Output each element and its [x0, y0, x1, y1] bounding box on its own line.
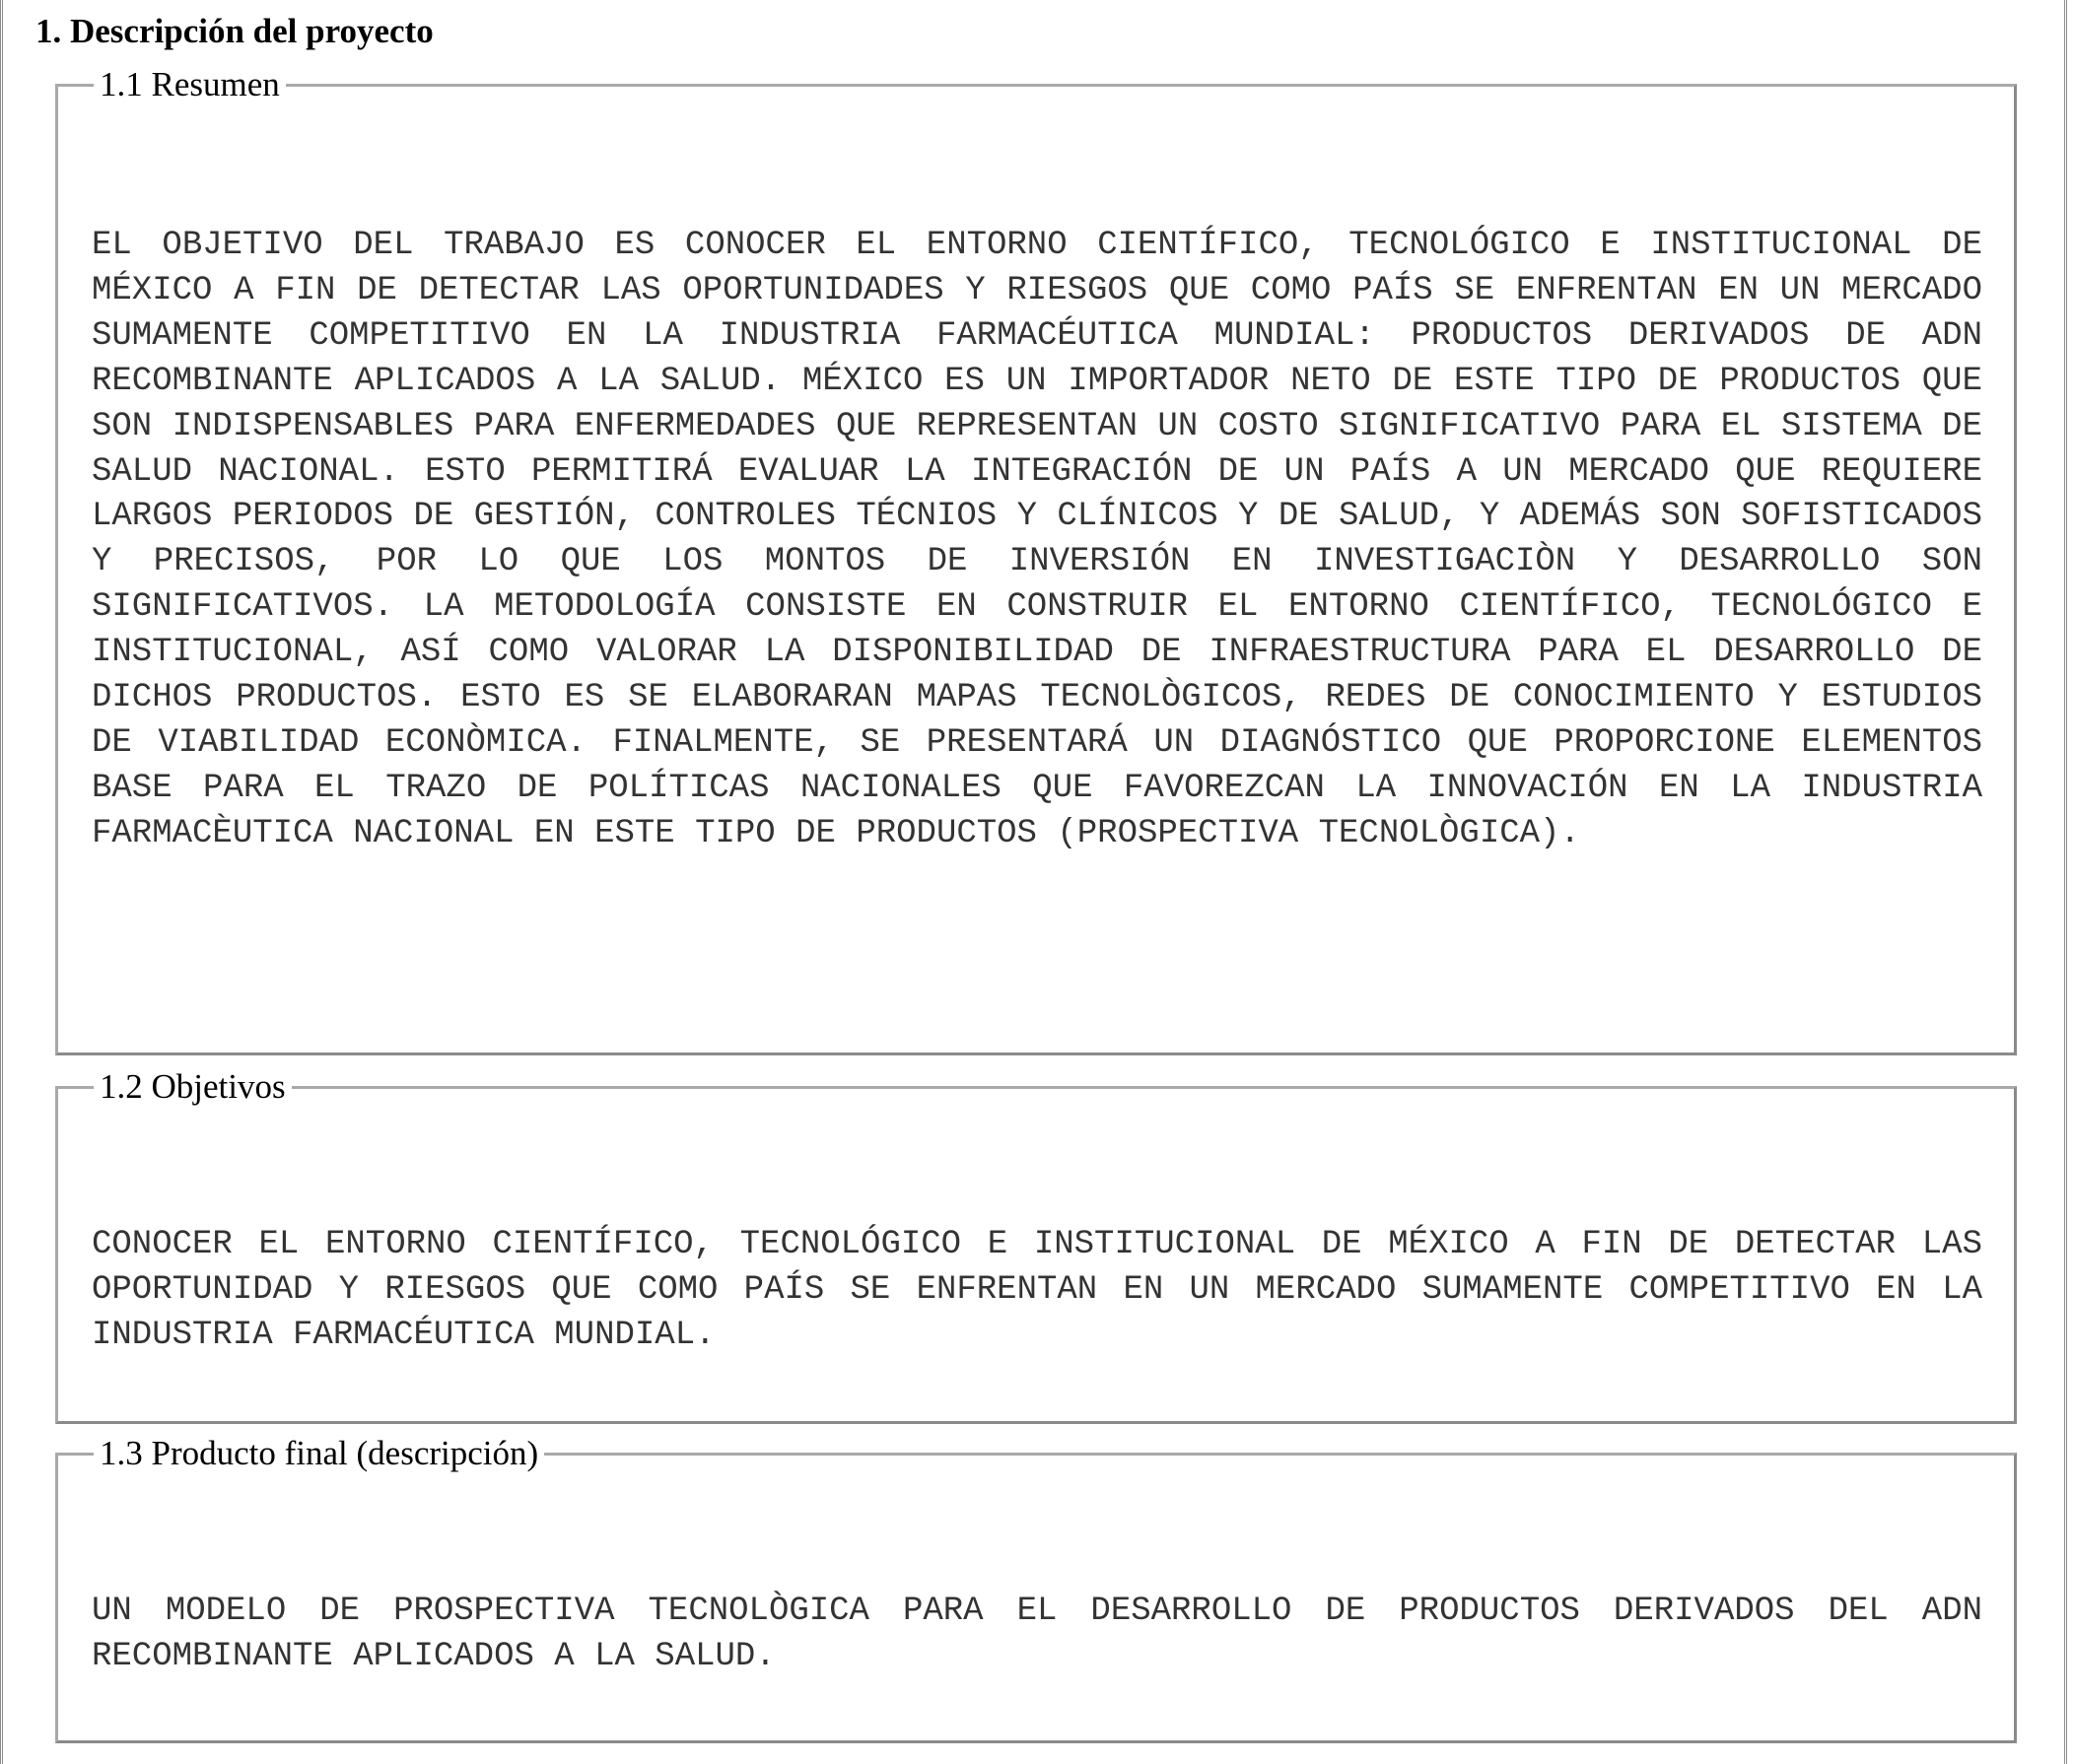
- page-title: 1. Descripción del proyecto: [35, 12, 434, 50]
- section-text-resumen: EL OBJETIVO DEL TRABAJO ES CONOCER EL ENTORNO CIENTÍFICO, TECNOLÓGICO E INSTITUCIONAL DE MÉXICO A FIN DE DETECTAR LAS OPORTUNIDADES Y RIESGOS QUE COMO PAÍS SE ENFRENTAN EN UN MERCADO SUMAMENTE COMPETITIVO EN LA INDUSTRIA FARMACÉUTICA MUNDIAL: PRODUCTOS DERIVADOS DE ADN RECOMBINANTE APLICADOS A LA SALUD. MÉXICO ES UN IMPORTADOR NETO DE ESTE TIPO DE PRODUCTOS QUE SON INDISPENSABLES PARA ENFERMEDADES QUE REPRESENTAN UN COSTO SIGNIFICATIVO PARA EL SISTEMA DE SALUD NACIONAL. ESTO PERMITIRÁ EVALUAR LA INTEGRACIÓN DE UN PAÍS A UN MERCADO QUE REQUIERE LARGOS PERIODOS DE GESTIÓN, CONTROLES TÉCNIOS Y CLÍNICOS Y DE SALUD, Y ADEMÁS SON SOFISTICADOS Y PRECISOS, POR LO QUE LOS MONTOS DE INVERSIÓN EN INVESTIGACIÒN Y DESARROLLO SON SIGNIFICATIVOS. LA METODOLOGÍA CONSISTE EN CONSTRUIR EL ENTORNO CIENTÍFICO, TECNOLÓGICO E INSTITUCIONAL, ASÍ COMO VALORAR LA DISPONIBILIDAD DE INFRAESTRUCTURA PARA EL DESARROLLO DE DICHOS PRODUCTOS. ESTO ES SE ELABORARAN MAPAS TECNOLÒGICOS, REDES DE CONOCIMIENTO Y ESTUDIOS DE VIABILIDAD ECONÒMICA. FINALMENTE, SE PRESENTARÁ UN DIAGNÓSTICO QUE PROPORCIONE ELEMENTOS BASE PARA EL TRAZO DE POLÍTICAS NACIONALES QUE FAVOREZCAN LA INNOVACIÓN EN LA INDUSTRIA FARMACÈUTICA NACIONAL EN ESTE TIPO DE PRODUCTOS (PROSPECTIVA TECNOLÒGICA).: [92, 227, 1982, 852]
- section-legend-resumen: 1.1 Resumen: [100, 65, 280, 103]
- section-resumen: [55, 65, 2017, 1055]
- section-objetivos: [55, 1067, 2017, 1424]
- section-text-objetivos: CONOCER EL ENTORNO CIENTÍFICO, TECNOLÓGICO E INSTITUCIONAL DE MÉXICO A FIN DE DETECTAR LAS OPORTUNIDAD Y RIESGOS QUE COMO PAÍS SE ENFRENTAN EN UN MERCADO SUMAMENTE COMPETITIVO EN LA INDUSTRIA FARMACÉUTICA MUNDIAL.: [92, 1226, 1982, 1354]
- section-legend-objetivos: 1.2 Objetivos: [100, 1067, 286, 1106]
- section-producto-final: [55, 1434, 2017, 1743]
- section-text-producto-final: UN MODELO DE PROSPECTIVA TECNOLÒGICA PARA EL DESARROLLO DE PRODUCTOS DERIVADOS DEL ADN RECOMBINANTE APLICADOS A LA SALUD.: [92, 1593, 1982, 1675]
- section-legend-producto-final: 1.3 Producto final (descripción): [100, 1434, 539, 1472]
